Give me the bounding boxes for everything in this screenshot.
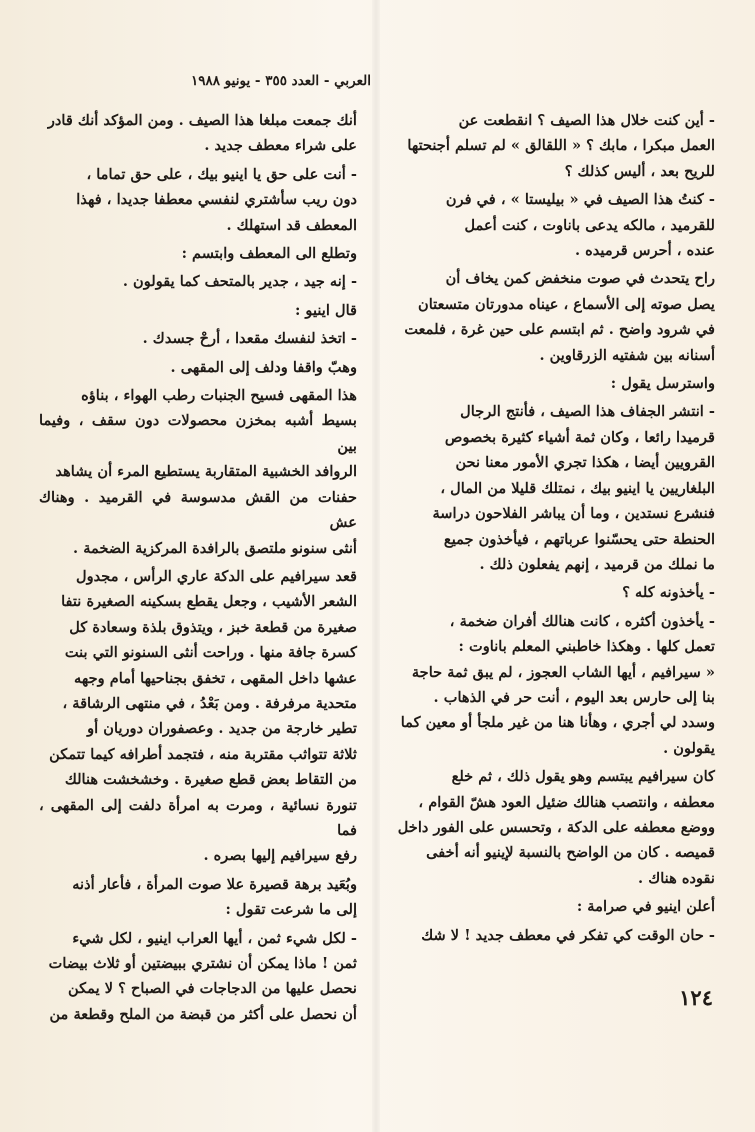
paragraph: - يأخذون أكثره ، كانت هنالك أفران ضخمة ، تعمل كلها . وهكذا خاطبني المعلم باناوت : « سيرافيم ، أيها الشاب العجوز ، لم يبق ثمة حاجة بنا إلى حارس بعد اليوم ، أنت حر في الذهاب . وسدد لي أجري ، وهأنا هنا من غير ملجأ أو معين كما يقولون . <box>400 612 715 757</box>
paragraph: أنك جمعت مبلغا هذا الصيف . ومن المؤكد أنك قادر على شراء معطف جديد . <box>47 112 357 155</box>
paragraph: هذا المقهى فسيح الجنبات رطب الهواء ، بناؤه بسيط أشبه بمخزن محصولات دون سقف ، وفيما بين الروافد الخشبية المتقاربة يستطيع المرء أن يشاهد حفنات من القش مدسوسة في القرميد . وهناك عش أنثى سنونو ملتصق بالرافدة المركزية الضخمة . <box>39 387 357 557</box>
paragraph: - كنتُ هذا الصيف في « بيليستا » ، في فرن للقرميد ، مالكه يدعى باناوت ، كنت أعمل عنده ، أحرس قرميده . <box>445 191 715 260</box>
paragraph: - إنه جيد ، جدير بالمتحف كما يقولون . <box>122 273 357 291</box>
paragraph: كان سيرافيم يبتسم وهو يقول ذلك ، ثم خلع معطفه ، وانتصب هنالك ضئيل العود هشّ القوام ، ووضع معطفه على الدكة ، وتحسس على الفور داخل قميصه . كان من الواضح بالنسبة لإينيو أنه أخفى نقوده هناك . <box>397 768 715 887</box>
paragraph: وبُعَيد برهة قصيرة علا صوت المرأة ، فأعار أذنه إلى ما شرعت تقول : <box>72 875 357 919</box>
paragraph: - لكل شيء ثمن ، أيها العراب اينيو ، لكل شيء ثمن ! ماذا يمكن أن نشتري ببيضتين أو ثلاث بيضات نحصل عليها من الدجاجات في الصباح ؟ لا يمكن أن نحصل على أكثر من قبضة من الملح وقطعة من <box>48 929 357 1023</box>
paragraph: - يأخذونه كله ؟ <box>622 584 715 602</box>
paragraph: راح يتحدث في صوت منخفض كمن يخاف أن يصل صوته إلى الأسماع ، عيناه مدورتان متسعتان في شرود واضح . ثم ابتسم على حين غرة ، فلمعت أسنانه بين شفتيه الزرقاوين . <box>404 270 715 364</box>
paragraph: - انتشر الجفاف هذا الصيف ، فأنتج الرجال قرميدا رائعا ، وكان ثمة أشياء كثيرة بخصوص القرويين أيضا ، هكذا تجري الأمور معنا نحن البلغاريين يا اينيو بيك ، نمتلك قليلا من المال ، فنشرع نستدين ، وما أن يباشر الفلاحون دراسة الحنطة حتى يحسّنوا عرباتهم ، فيأخذون جميع ما نملك من قرميد ، إنهم يفعلون ذلك . <box>432 403 715 573</box>
paragraph: - اتخذ لنفسك مقعدا ، أرحْ جسدك . <box>142 330 357 348</box>
paragraph: وهبّ واقفا ودلف إلى المقهى . <box>170 358 357 376</box>
paragraph: واسترسل يقول : <box>610 375 715 393</box>
page-number: ١٢٤ <box>679 985 713 1010</box>
paragraph: - أنت على حق يا اينيو بيك ، على حق تماما ، دون ريب سأشتري لنفسي معطفا جديدا ، فهذا المعطف قد استهلك . <box>76 165 357 234</box>
paragraph: قعد سيرافيم على الدكة عاري الرأس ، مجدول الشعر الأشيب ، وجعل يقطع بسكينه الصغيرة نتفا صغيرة من قطعة خبز ، ويتذوق بلذة وسعادة كل كسرة جافة منها . وراحت أنثى السنونو التي بنت عشها داخل المقهى ، تخفق بجناحيها أمام وجهه متحدية مرفرفة . ومن بَعْدُ ، في منتهى الرشاقة ، تطير خارجة من جديد . وعصفوران دوريان أو ثلاثة تتواثب مقتربة منه ، فتجمد أطرافه كيما تتمكن من التقاط بعض قطع صغيرة . وخشخشت هنالك تنورة نسائية ، ومرت به امرأة دلفت إلى المقهى ، فما رفع سيرافيم إليها بصره . <box>39 567 357 865</box>
paragraph: - أين كنت خلال هذا الصيف ؟ انقطعت عن العمل مبكرا ، مابك ؟ « اللقالق » لم تسلم أجنحتها للريح بعد ، أليس كذلك ؟ <box>407 112 715 180</box>
running-header: العربي - العدد ٣٥٥ - يونيو ١٩٨٨ <box>190 73 371 89</box>
text-column-right <box>397 108 715 948</box>
paragraph: - حان الوقت كي تفكر في معطف جديد ! لا شك <box>421 926 715 944</box>
page-crease <box>372 0 380 1132</box>
text-column-left <box>39 108 357 1027</box>
paragraph: أعلن اينيو في صرامة : <box>576 898 715 916</box>
paragraph: قال اينيو : <box>294 301 357 319</box>
paragraph: وتطلع الى المعطف وابتسم : <box>181 245 357 263</box>
